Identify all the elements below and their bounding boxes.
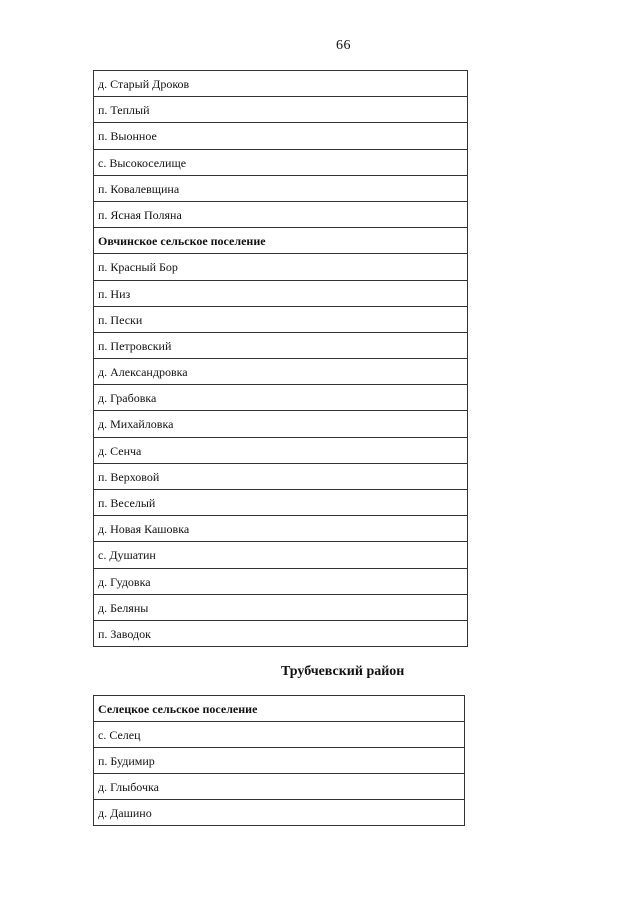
table-row: д. Глыбочка	[94, 774, 464, 800]
settlements-table-2	[93, 695, 465, 826]
table-row: п. Петровский	[94, 333, 467, 359]
table-row: п. Будимир	[94, 748, 464, 774]
table-row: д. Старый Дроков	[94, 71, 467, 97]
table-row: п. Красный Бор	[94, 254, 467, 280]
table-row: д. Михайловка	[94, 411, 467, 437]
settlements-table-1	[93, 70, 468, 647]
table-row: д. Новая Кашовка	[94, 516, 467, 542]
section-header-row: Овчинское сельское поселение	[94, 228, 467, 254]
table-row: п. Выонное	[94, 123, 467, 149]
table-row: п. Пески	[94, 307, 467, 333]
table-row: д. Дашино	[94, 800, 464, 826]
table-row: с. Селец	[94, 722, 464, 748]
page-number: 66	[336, 38, 351, 53]
table-row: п. Низ	[94, 281, 467, 307]
table-row: п. Заводок	[94, 621, 467, 647]
table-row: п. Ковалевщина	[94, 176, 467, 202]
table-row: д. Гудовка	[94, 569, 467, 595]
table-row: д. Александровка	[94, 359, 467, 385]
table-row: п. Веселый	[94, 490, 467, 516]
table-row: с. Душатин	[94, 542, 467, 568]
table-row: п. Теплый	[94, 97, 467, 123]
table-row: с. Высокоселище	[94, 150, 467, 176]
table-row: д. Грабовка	[94, 385, 467, 411]
table-row: п. Верховой	[94, 464, 467, 490]
section-header-row: Селецкое сельское поселение	[94, 696, 464, 722]
table-row: п. Ясная Поляна	[94, 202, 467, 228]
table-row: д. Беляны	[94, 595, 467, 621]
district-title: Трубчевский район	[281, 664, 405, 679]
table-row: д. Сенча	[94, 438, 467, 464]
